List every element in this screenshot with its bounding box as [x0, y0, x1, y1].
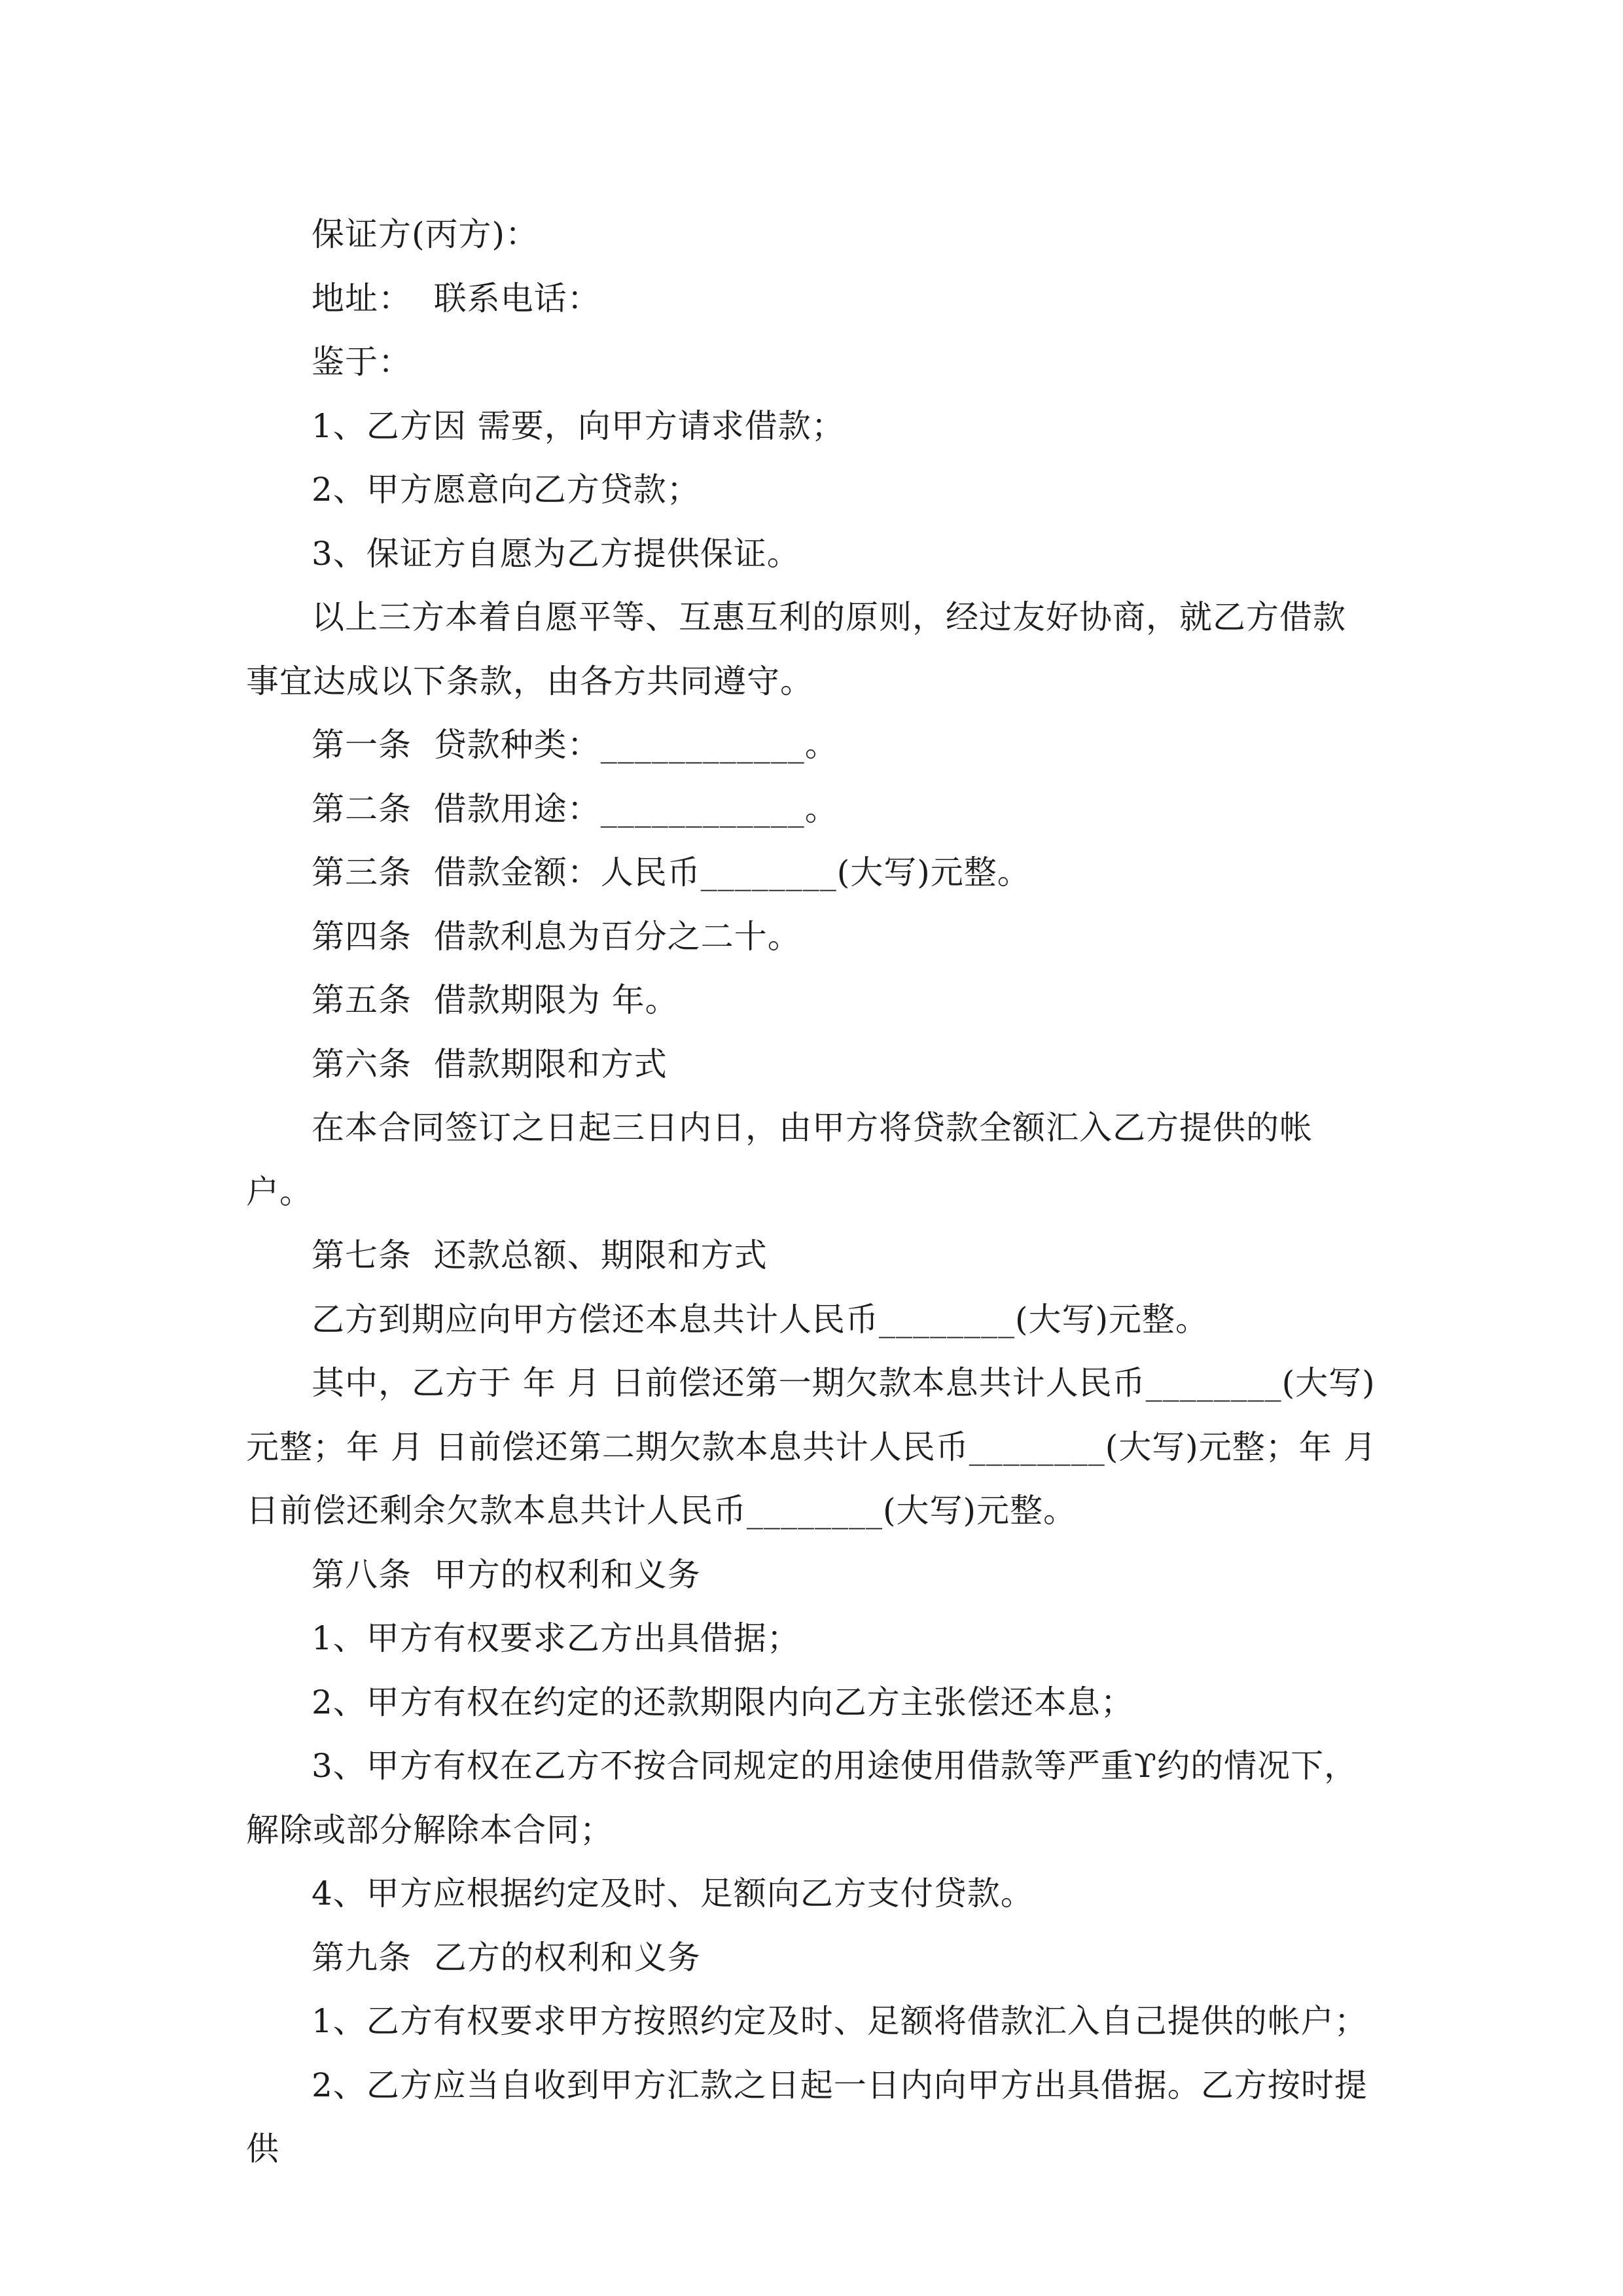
article-2: 第二条 借款用途：____________。: [312, 789, 838, 828]
article-4: 第四条 借款利息为百分之二十。: [312, 917, 801, 956]
article-5: 第五条 借款期限为 年。: [312, 981, 679, 1019]
article-8-item-1: 1、甲方有权要求乙方出具借据；: [312, 1619, 800, 1657]
article-7-heading: 第七条 还款总额、期限和方式: [312, 1236, 768, 1274]
article-9-item-1: 1、乙方有权要求甲方按照约定及时、足额将借款汇入自己提供的帐户；: [312, 2002, 1368, 2040]
whereas-item-3: 3、保证方自愿为乙方提供保证。: [312, 534, 800, 573]
article-8-item-2: 2、甲方有权在约定的还款期限内向乙方主张偿还本息；: [312, 1683, 1134, 1721]
whereas-heading: 鉴于：: [312, 343, 412, 381]
article-8-item-4: 4、甲方应根据约定及时、足额向乙方支付贷款。: [312, 1874, 1034, 1912]
article-7-body-2: 其中，乙方于 年 月 日前偿还第一期欠款本息共计人民币________(大写)元整；年 月 日前偿还第二期欠款本息共计人民币________(大写)元整；年 月 日前偿还剩余欠款本息共计人民币________(大写)元整。: [246, 1364, 1388, 1530]
preamble-paragraph: 以上三方本着自愿平等、互惠互利的原则，经过友好协商，就乙方借款事宜达成以下条款，由各方共同遵守。: [246, 598, 1346, 700]
article-3: 第三条 借款金额：人民币________(大写)元整。: [312, 853, 1031, 891]
article-6-body: 在本合同签订之日起三日内日，由甲方将贷款全额汇入乙方提供的帐户。: [246, 1109, 1313, 1211]
address-phone-line: 地址： 联系电话：: [312, 279, 601, 317]
article-8-item-3: 3、甲方有权在乙方不按合同规定的用途使用借款等严重ϒ约的情况下，解除或部分解除本合同；: [246, 1747, 1358, 1849]
article-7-body-1: 乙方到期应向甲方偿还本息共计人民币________(大写)元整。: [312, 1300, 1209, 1338]
article-9-item-2: 2、乙方应当自收到甲方汇款之日起一日内向甲方出具借据。乙方按时提供: [246, 2066, 1368, 2168]
article-9-heading: 第九条 乙方的权利和义务: [312, 1938, 701, 1977]
article-8-heading: 第八条 甲方的权利和义务: [312, 1555, 701, 1594]
article-1: 第一条 贷款种类：____________。: [312, 726, 838, 764]
whereas-item-2: 2、甲方愿意向乙方贷款；: [312, 471, 700, 509]
guarantor-line: 保证方(丙方)：: [312, 215, 539, 253]
article-6-heading: 第六条 借款期限和方式: [312, 1045, 668, 1083]
whereas-item-1: 1、乙方因 需要，向甲方请求借款；: [312, 406, 845, 445]
document-body: [246, 203, 1388, 2181]
